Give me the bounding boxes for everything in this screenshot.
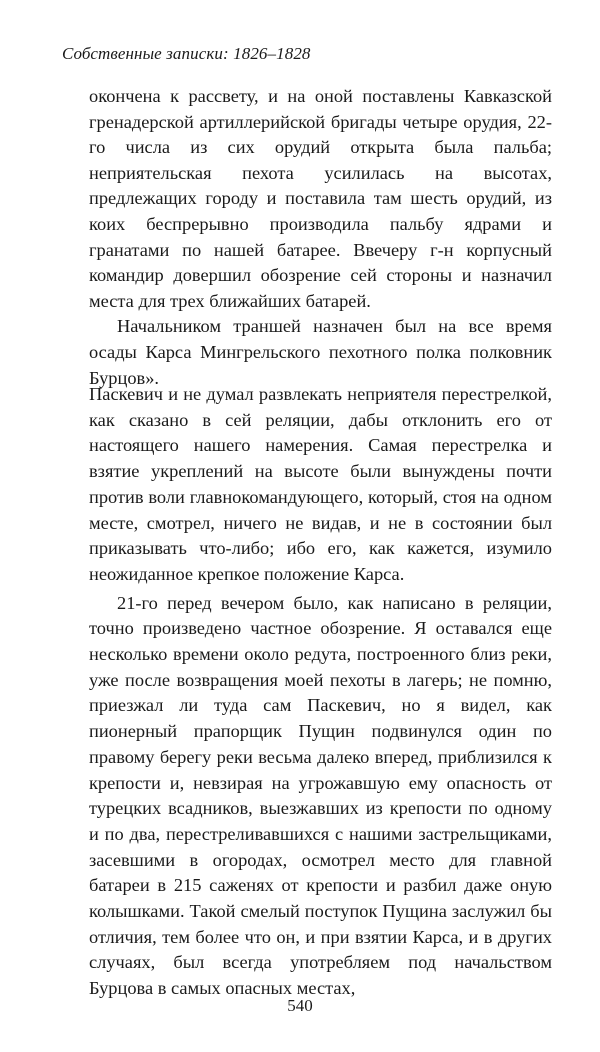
- quoted-report: [89, 84, 552, 391]
- main-text: [89, 382, 552, 1005]
- body-paragraph-2: 21-го перед вечером было, как написано в реляции, точно произведено частное обозрение. Я оставался еще несколько времени около редута, построенного близ реки, уже после возвращения моей пехоты в лагерь; не помню, приезжал ли туда сам Паскевич, но я видел, как пионерный прапорщик Пущин подвинулся один по правому берегу реки весьма далеко вперед, приблизился к крепости и, невзирая на угрожавшую ему опасность от турецких всадников, выезжавших из крепости по одному и по два, перестреливавшихся с нашими застрельщиками, засевшими в огородах, осмотрел место для главной батареи в 215 саженях от крепости и разбил даже оную колышками. Такой смелый поступок Пущина заслужил бы отличия, тем более что он, и при взятии Карса, и в других случаях, был всегда употребляем под начальством Бурцова в самых опасных местах,: [89, 592, 552, 999]
- running-head: Собственные записки: 1826–1828: [62, 44, 311, 63]
- page-number: 540: [287, 996, 313, 1015]
- body-paragraph-1: Паскевич и не думал развлекать неприятеля перестрелкой, как сказано в сей реляции, дабы отклонить его от настоящего нашего намерения. Самая перестрелка и взятие укреплений на высоте были вынуждены почти против воли главнокомандующего, который, стоя на одном месте, смотрел, ничего не видав, и не в состоянии был приказывать что-либо; ибо его, как кажется, изумило неожиданное крепкое положение Карса.: [89, 384, 552, 584]
- quote-paragraph-2: Начальником траншей назначен был на все время осады Карса Мингрельского пехотного полка полковник Бурцов».: [89, 316, 552, 388]
- quote-paragraph-1: окончена к рассвету, и на оной поставлены Кавказской гренадерской артиллерийской бригады четыре орудия, 22-го числа из сих орудий открыта была пальба; неприятельская пехота усилилась на высотах, предлежащих городу и поставила там шесть орудий, из коих беспрерывно производила пальбу ядрами и гранатами по нашей батарее. Ввечеру г-н корпусный командир довершил обозрение сей стороны и назначил места для трех ближайших батарей.: [89, 86, 552, 311]
